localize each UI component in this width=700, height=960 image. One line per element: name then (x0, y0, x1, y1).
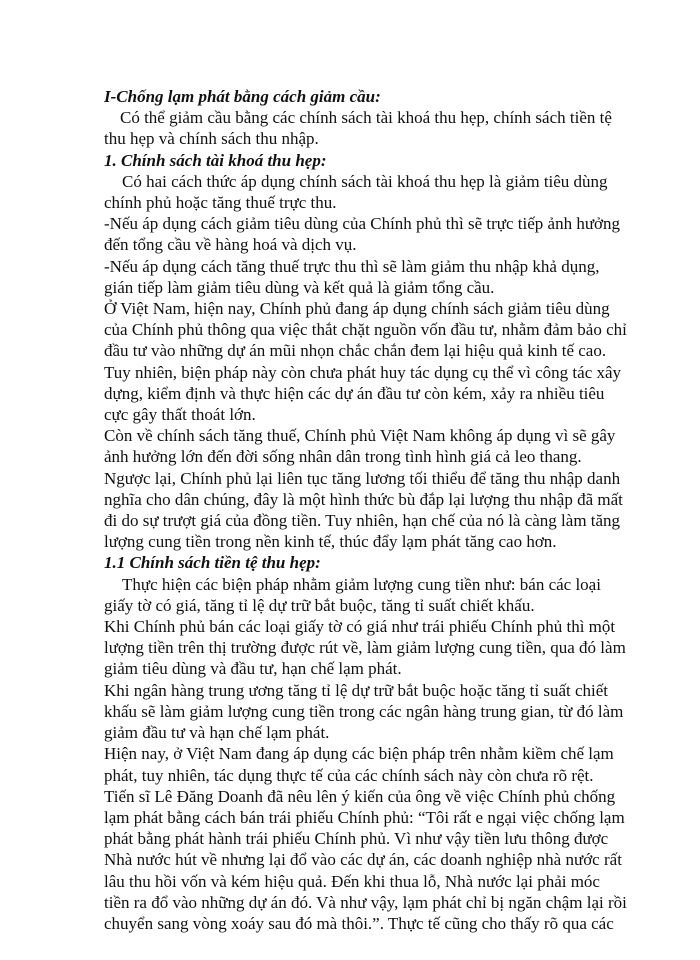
text-line: Còn về chính sách tăng thuế, Chính phủ Việt Nam không áp dụng vì sẽ gây (104, 426, 616, 446)
text-line: giảm tiêu dùng và đầu tư, hạn chế lạm phát. (104, 659, 402, 679)
text-line: đến tổng cầu về hàng hoá và dịch vụ. (104, 235, 357, 255)
text-line: Ở Việt Nam, hiện nay, Chính phủ đang áp dụng chính sách giảm tiêu dùng (104, 299, 610, 319)
text-line: -Nếu áp dụng cách tăng thuế trực thu thì sẽ làm giảm thu nhập khả dụng, (104, 256, 600, 276)
text-line: của Chính phủ thông qua việc thắt chặt nguồn vốn đầu tư, nhằm đảm bảo chỉ (104, 320, 627, 340)
text-line: khấu sẽ làm giảm lượng cung tiền trong các ngân hàng trung gian, từ đó làm (104, 701, 624, 721)
section-heading: 1.1 Chính sách tiền tệ thu hẹp: (104, 553, 321, 573)
text-line: chuyển sang vòng xoáy sau đó mà thôi.”. Thực tế cũng cho thấy rõ qua các (104, 913, 614, 933)
section-heading: I-Chống lạm phát bằng cách giảm cầu: (104, 87, 381, 106)
text-line: lâu thu hồi vốn và kém hiệu quả. Đến khi thua lỗ, Nhà nước lại phải móc (104, 871, 600, 891)
text-line: Thực hiện các biện pháp nhằm giảm lượng cung tiền như: bán các loại (122, 574, 601, 594)
text-line: giấy tờ có giá, tăng tỉ lệ dự trữ bắt buộc, tăng tỉ suất chiết khấu. (104, 595, 535, 615)
text-line: chính phủ hoặc tăng thuế trực thu. (104, 193, 337, 213)
text-line: dựng, kiểm định và thực hiện các dự án đầu tư còn kém, xảy ra nhiều tiêu (104, 383, 605, 403)
text-line: -Nếu áp dụng cách giảm tiêu dùng của Chính phủ thì sẽ trực tiếp ảnh hưởng (104, 214, 621, 234)
text-line: nghĩa cho dân chúng, đây là một hình thức bù đắp lại lượng thu nhập đã mất (104, 489, 623, 509)
text-line: đầu tư vào những dự án mũi nhọn chắc chắn đem lại hiệu quả kinh tế cao. (104, 341, 607, 361)
text-line: Nhà nước hút về nhưng lại đổ vào các dự án, các doanh nghiệp nhà nước rất (104, 850, 622, 870)
text-line: lượng cung tiền trong nền kinh tế, thúc đẩy lạm phát tăng cao hơn. (104, 532, 557, 552)
text-line: Khi ngân hàng trung ương tăng tỉ lệ dự trữ bắt buộc hoặc tăng tỉ suất chiết (104, 680, 609, 700)
text-line: Tiến sĩ Lê Đăng Doanh đã nêu lên ý kiến của ông về việc Chính phủ chống (104, 786, 616, 806)
section-heading: 1. Chính sách tài khoá thu hẹp: (104, 150, 327, 170)
text-line: giảm đầu tư và hạn chế lạm phát. (104, 723, 330, 743)
text-line: Ngược lại, Chính phủ lại liên tục tăng lương tối thiểu để tăng thu nhập danh (104, 468, 621, 488)
text-line: đi do sự trượt giá của đồng tiền. Tuy nhiên, hạn chế của nó là càng làm tăng (104, 511, 621, 531)
text-line: cực gây thất thoát lớn. (104, 405, 256, 425)
text-line: lượng tiền trên thị trường được rút về, làm giảm lượng cung tiền, qua đó làm (104, 638, 626, 658)
text-line: Có hai cách thức áp dụng chính sách tài khoá thu hẹp là giảm tiêu dùng (122, 171, 608, 191)
text-line: lạm phát bằng cách bán trái phiếu Chính phủ: “Tôi rất e ngại việc chống lạm (104, 807, 625, 827)
text-line: thu hẹp và chính sách thu nhập. (104, 129, 319, 149)
text-line: gián tiếp làm giảm tiêu dùng và kết quả là giảm tổng cầu. (104, 277, 495, 297)
text-line: phát bằng phát hành trái phiếu Chính phủ. Vì như vậy tiền lưu thông được (104, 829, 609, 849)
text-line: Có thể giảm cầu bằng các chính sách tài khoá thu hẹp, chính sách tiền tệ (120, 108, 612, 128)
text-line: phát, tuy nhiên, tác dụng thực tế của các chính sách này còn chưa rõ rệt. (104, 765, 594, 785)
text-line: ảnh hưởng lớn đến đời sống nhân dân trong tình hình giá cả leo thang. (104, 447, 582, 467)
text-line: tiền ra đổ vào những dự án đó. Và như vậy, lạm phát chỉ bị ngăn chậm lại rồi (104, 892, 627, 912)
text-line: Tuy nhiên, biện pháp này còn chưa phát huy tác dụng cụ thể vì công tác xây (104, 362, 622, 382)
text-line: Khi Chính phủ bán các loại giấy tờ có giá như trái phiếu Chính phủ thì một (104, 617, 616, 637)
text-line: Hiện nay, ở Việt Nam đang áp dụng các biện pháp trên nhằm kiềm chế lạm (104, 744, 614, 764)
